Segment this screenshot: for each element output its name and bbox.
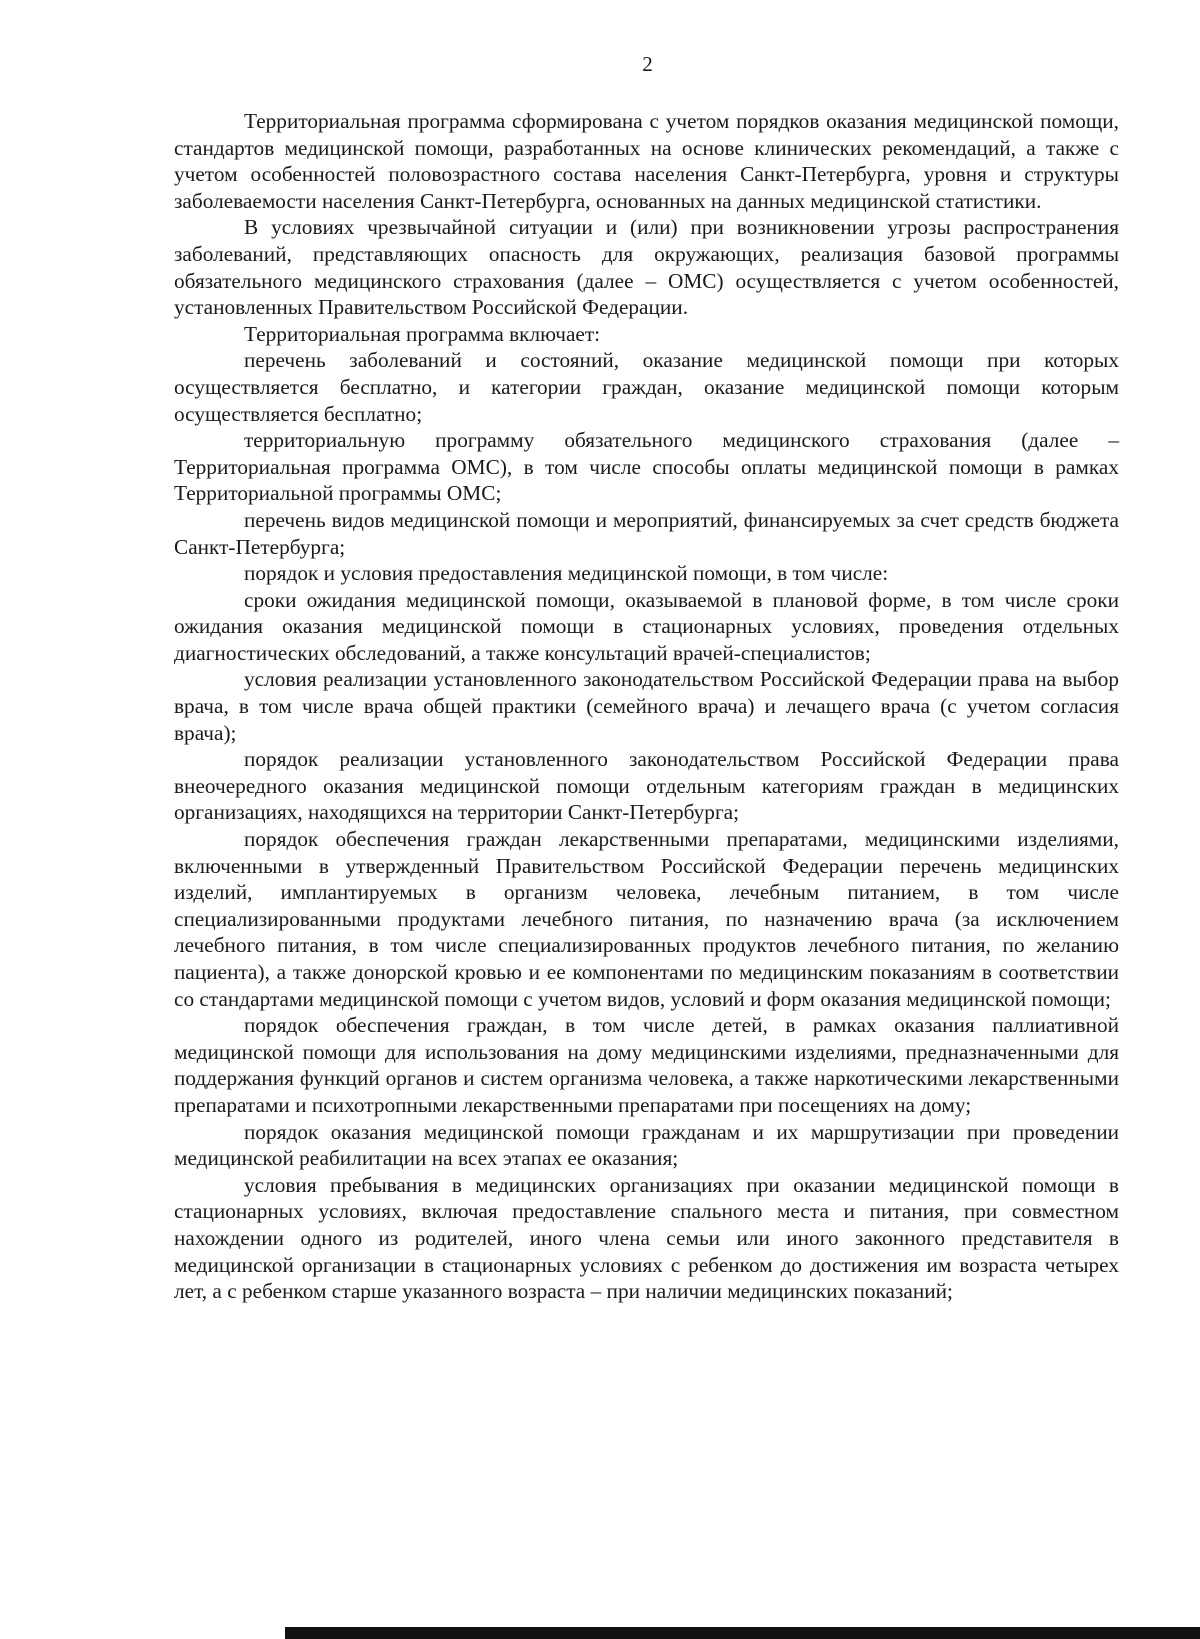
paragraph: порядок и условия предоставления медицинской помощи, в том числе: [244,561,889,586]
paragraph: условия реализации установленного законодательством Российской Федерации права на выбор врача, в том числе врача общей практики (семейного врача) и лечащего врача (с учетом согласия врача); [174,667,1119,745]
paragraph: перечень заболеваний и состояний, оказание медицинской помощи при которых осуществляется бесплатно, и категории граждан, оказание медицинской помощи которым осуществляется бесплатно; [174,348,1119,426]
paragraph: Территориальная программа сформирована с учетом порядков оказания медицинской помощи, стандартов медицинской помощи, разработанных на основе клинических рекомендаций, а также с учетом особенностей половозрастного состава населения Санкт-Петербурга, уровня и структуры заболеваемости населения Санкт-Петербурга, основанных на данных медицинской статистики. [174,109,1119,213]
paragraph: порядок обеспечения граждан лекарственными препаратами, медицинскими изделиями, включенными в утвержденный Правительством Российской Федерации перечень медицинских изделий, имплантируемых в организм человека, лечебным питанием, в том числе специализированными продуктами лечебного питания, по назначению врача (за исключением лечебного питания, в том числе специализированных продуктов лечебного питания, по желанию пациента), а также донорской кровью и ее компонентами по медицинским показаниям в соответствии со стандартами медицинской помощи с учетом видов, условий и форм оказания медицинской помощи; [174,827,1119,1011]
paragraph: территориальную программу обязательного медицинского страхования (далее – Территориальная программа ОМС), в том числе способы оплаты медицинской помощи в рамках Территориальной программы ОМС; [174,428,1119,506]
paragraph: перечень видов медицинской помощи и мероприятий, финансируемых за счет средств бюджета Санкт-Петербурга; [174,507,1119,559]
paragraph: условия пребывания в медицинских организациях при оказании медицинской помощи в стационарных условиях, включая предоставление спального места и питания, при совместном нахождении одного из родителей, иного члена семьи или иного законного представителя в медицинской организации в стационарных условиях с ребенком до достижения им возраста четырех лет, а с ребенком старше указанного возраста – при наличии медицинских показаний; [174,1172,1119,1304]
paragraph: порядок реализации установленного законодательством Российской Федерации права внеочередного оказания медицинской помощи отдельным категориям граждан в медицинских организациях, находящихся на территории Санкт-Петербурга; [174,747,1119,825]
scan-edge-shadow [285,1627,1200,1639]
paragraph: порядок оказания медицинской помощи гражданам и их маршрутизации при проведении медицинской реабилитации на всех этапах ее оказания; [174,1119,1119,1171]
document-body [174,108,1119,1305]
paragraph: сроки ожидания медицинской помощи, оказываемой в плановой форме, в том числе сроки ожидания оказания медицинской помощи в стационарных условиях, проведения отдельных диагностических обследований, а также консультаций врачей-специалистов; [174,587,1119,665]
paragraph: порядок обеспечения граждан, в том числе детей, в рамках оказания паллиативной медицинской помощи для использования на дому медицинскими изделиями, предназначенными для поддержания функций органов и систем организма человека, а также наркотическими лекарственными препаратами и психотропными лекарственными препаратами при посещениях на дому; [174,1013,1119,1117]
page-number: 2 [642,52,653,76]
paragraph: Территориальная программа включает: [244,321,601,346]
paragraph: В условиях чрезвычайной ситуации и (или) при возникновении угрозы распространения заболеваний, представляющих опасность для окружающих, реализация базовой программы обязательного медицинского страхования (далее – ОМС) осуществляется с учетом особенностей, установленных Правительством Российской Федерации. [174,215,1119,320]
